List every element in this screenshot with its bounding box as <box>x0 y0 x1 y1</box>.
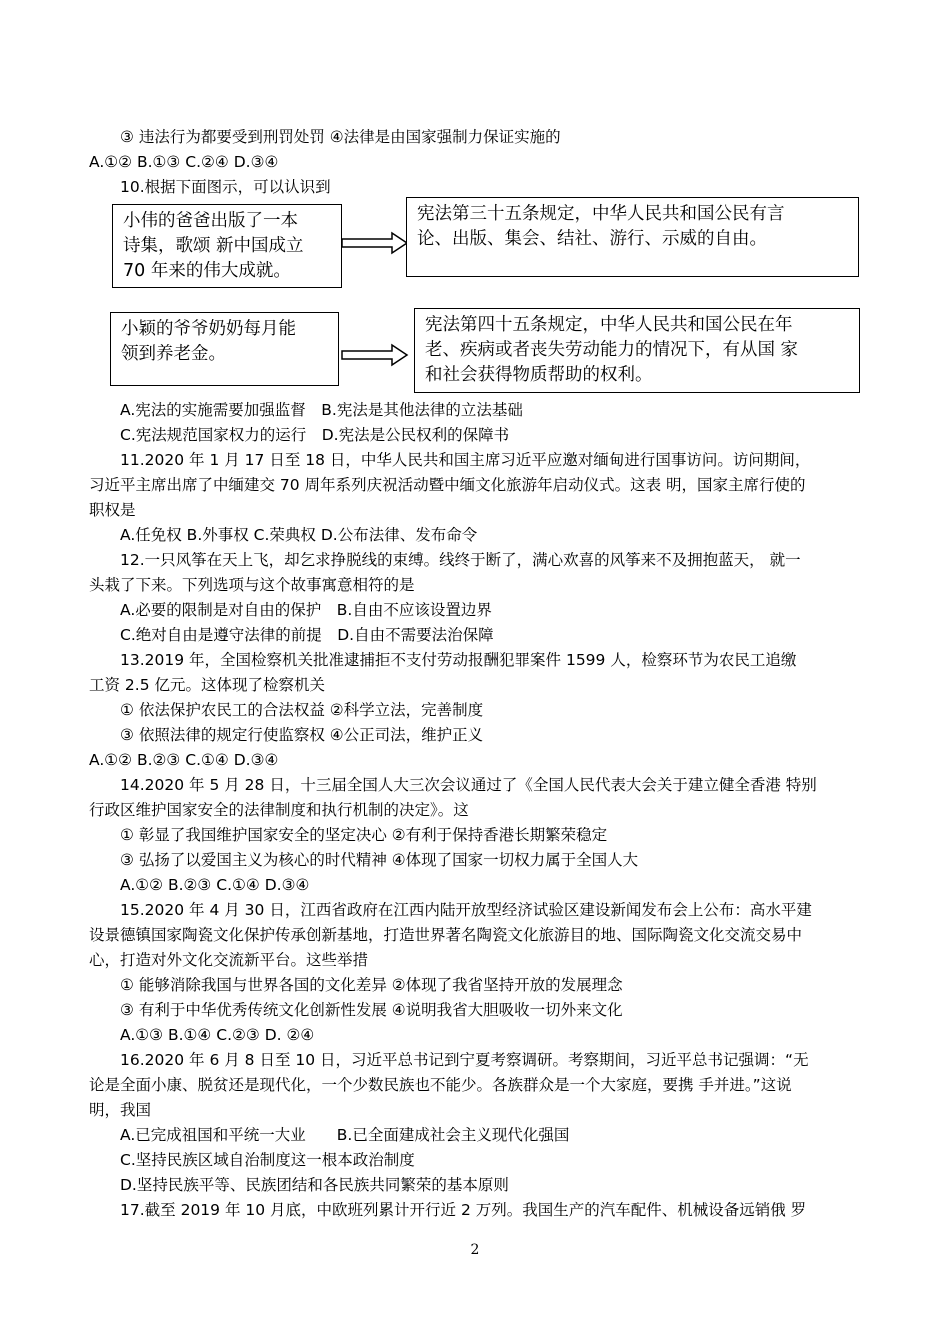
text-line: ③ 有利于中华优秀传统文化创新性发展 ④说明我省大胆吸收一切外来文化 <box>120 1001 623 1019</box>
text-line: C.坚持民族区域自治制度这一根本政治制度 <box>120 1151 415 1169</box>
diagram-text: 小颖的爷爷奶奶每月能 <box>121 319 296 339</box>
page-number: 2 <box>470 1242 480 1258</box>
text-line: ① 依法保护农民工的合法权益 ②科学立法，完善制度 <box>120 701 484 719</box>
diagram-text: 论、出版、集会、结社、游行、示威的自由。 <box>417 229 767 249</box>
diagram-text: 诗集，歌颂 新中国成立 <box>123 236 304 256</box>
text-line: D.坚持民族平等、民族团结和各民族共同繁荣的基本原则 <box>120 1176 509 1194</box>
text-line: 习近平主席出席了中缅建交 70 周年系列庆祝活动暨中缅文化旅游年启动仪式。这表 明，国家主席行使的 <box>89 476 806 494</box>
text-line: 行政区维护国家安全的法律制度和执行机制的决定》。这 <box>89 801 469 819</box>
text-line: 心，打造对外文化交流新平台。这些举措 <box>89 951 369 969</box>
diagram-text: 小伟的爸爸出版了一本 <box>123 211 298 231</box>
text-line: ③ 违法行为都要受到刑罚处罚 ④法律是由国家强制力保证实施的 <box>120 128 561 146</box>
text-line: C.宪法规范国家权力的运行 D.宪法是公民权利的保障书 <box>120 426 510 444</box>
diagram-box-constitution-35 <box>406 197 859 277</box>
text-line: 13.2019 年，全国检察机关批准逮捕拒不支付劳动报酬犯罪案件 1599 人，检察环节为农民工追缴 <box>120 651 797 669</box>
text-line: 14.2020 年 5 月 28 日，十三届全国人大三次会议通过了《全国人民代表大会关于建立健全香港 特别 <box>120 776 817 794</box>
diagram-box-example-1 <box>112 204 342 288</box>
diagram-box-constitution-45 <box>414 308 860 393</box>
text-line: 15.2020 年 4 月 30 日，江西省政府在江西内陆开放型经济试验区建设新闻发布会上公布：高水平建 <box>120 901 812 919</box>
text-line: 工资 2.5 亿元。这体现了检察机关 <box>89 676 326 694</box>
text-line: ① 能够消除我国与世界各国的文化差异 ②体现了我省坚持开放的发展理念 <box>120 976 623 994</box>
diagram-text: 领到养老金。 <box>121 344 226 364</box>
text-line: 10.根据下面图示，可以认识到 <box>120 178 331 196</box>
text-line: A.①② B.②③ C.①④ D.③④ <box>120 876 310 894</box>
right-arrow-icon <box>340 231 410 255</box>
diagram-text: 老、疾病或者丧失劳动能力的情况下，有从国 家 <box>425 340 799 360</box>
text-line: 论是全面小康、脱贫还是现代化，一个少数民族也不能少。各族群众是一个大家庭，要携 手并进。”这说 <box>89 1076 792 1094</box>
text-line: ③ 弘扬了以爱国主义为核心的时代精神 ④体现了国家一切权力属于全国人大 <box>120 851 639 869</box>
diagram-text: 70 年来的伟大成就。 <box>123 261 291 281</box>
text-line: ① 彰显了我国维护国家安全的坚定决心 ②有利于保持香港长期繁荣稳定 <box>120 826 608 844</box>
text-line: 16.2020 年 6 月 8 日至 10 日，习近平总书记到宁夏考察调研。考察期间，习近平总书记强调：“无 <box>120 1051 809 1069</box>
text-line: A.任免权 B.外事权 C.荣典权 D.公布法律、发布命令 <box>120 526 478 544</box>
text-line: 明，我国 <box>89 1101 152 1119</box>
text-line: C.绝对自由是遵守法律的前提 D.自由不需要法治保障 <box>120 626 494 644</box>
text-line: 17.截至 2019 年 10 月底，中欧班列累计开行近 2 万列。我国生产的汽车配件、机械设备远销俄 罗 <box>120 1201 807 1219</box>
diagram-text: 宪法第四十五条规定，中华人民共和国公民在年 <box>425 315 793 335</box>
text-line: ③ 依照法律的规定行使监察权 ④公正司法，维护正义 <box>120 726 484 744</box>
text-line: A.已完成祖国和平统一大业 B.已全面建成社会主义现代化强国 <box>120 1126 570 1144</box>
text-line: 12.一只风筝在天上飞，却乞求挣脱线的束缚。线终于断了，满心欢喜的风筝来不及拥抱蓝天， 就一 <box>120 551 801 569</box>
text-line: A.①③ B.①④ C.②③ D. ②④ <box>120 1026 315 1044</box>
text-line: 11.2020 年 1 月 17 日至 18 日，中华人民共和国主席习近平应邀对缅甸进行国事访问。访问期间， <box>120 451 811 469</box>
text-line: A.①② B.②③ C.①④ D.③④ <box>89 751 279 769</box>
text-line: A.①② B.①③ C.②④ D.③④ <box>89 153 279 171</box>
text-line: 头栽了下来。下列选项与这个故事寓意相符的是 <box>89 576 415 594</box>
text-line: A.宪法的实施需要加强监督 B.宪法是其他法律的立法基础 <box>120 401 523 419</box>
text-line: 职权是 <box>89 501 136 519</box>
diagram-text: 和社会获得物质帮助的权利。 <box>425 365 653 385</box>
text-line: A.必要的限制是对自由的保护 B.自由不应该设置边界 <box>120 601 492 619</box>
text-line: 设景德镇国家陶瓷文化保护传承创新基地，打造世界著名陶瓷文化旅游目的地、国际陶瓷文化交流交易中 <box>89 926 803 944</box>
right-arrow-icon <box>340 343 410 367</box>
diagram-box-example-2 <box>110 312 339 386</box>
diagram-text: 宪法第三十五条规定，中华人民共和国公民有言 <box>417 204 785 224</box>
